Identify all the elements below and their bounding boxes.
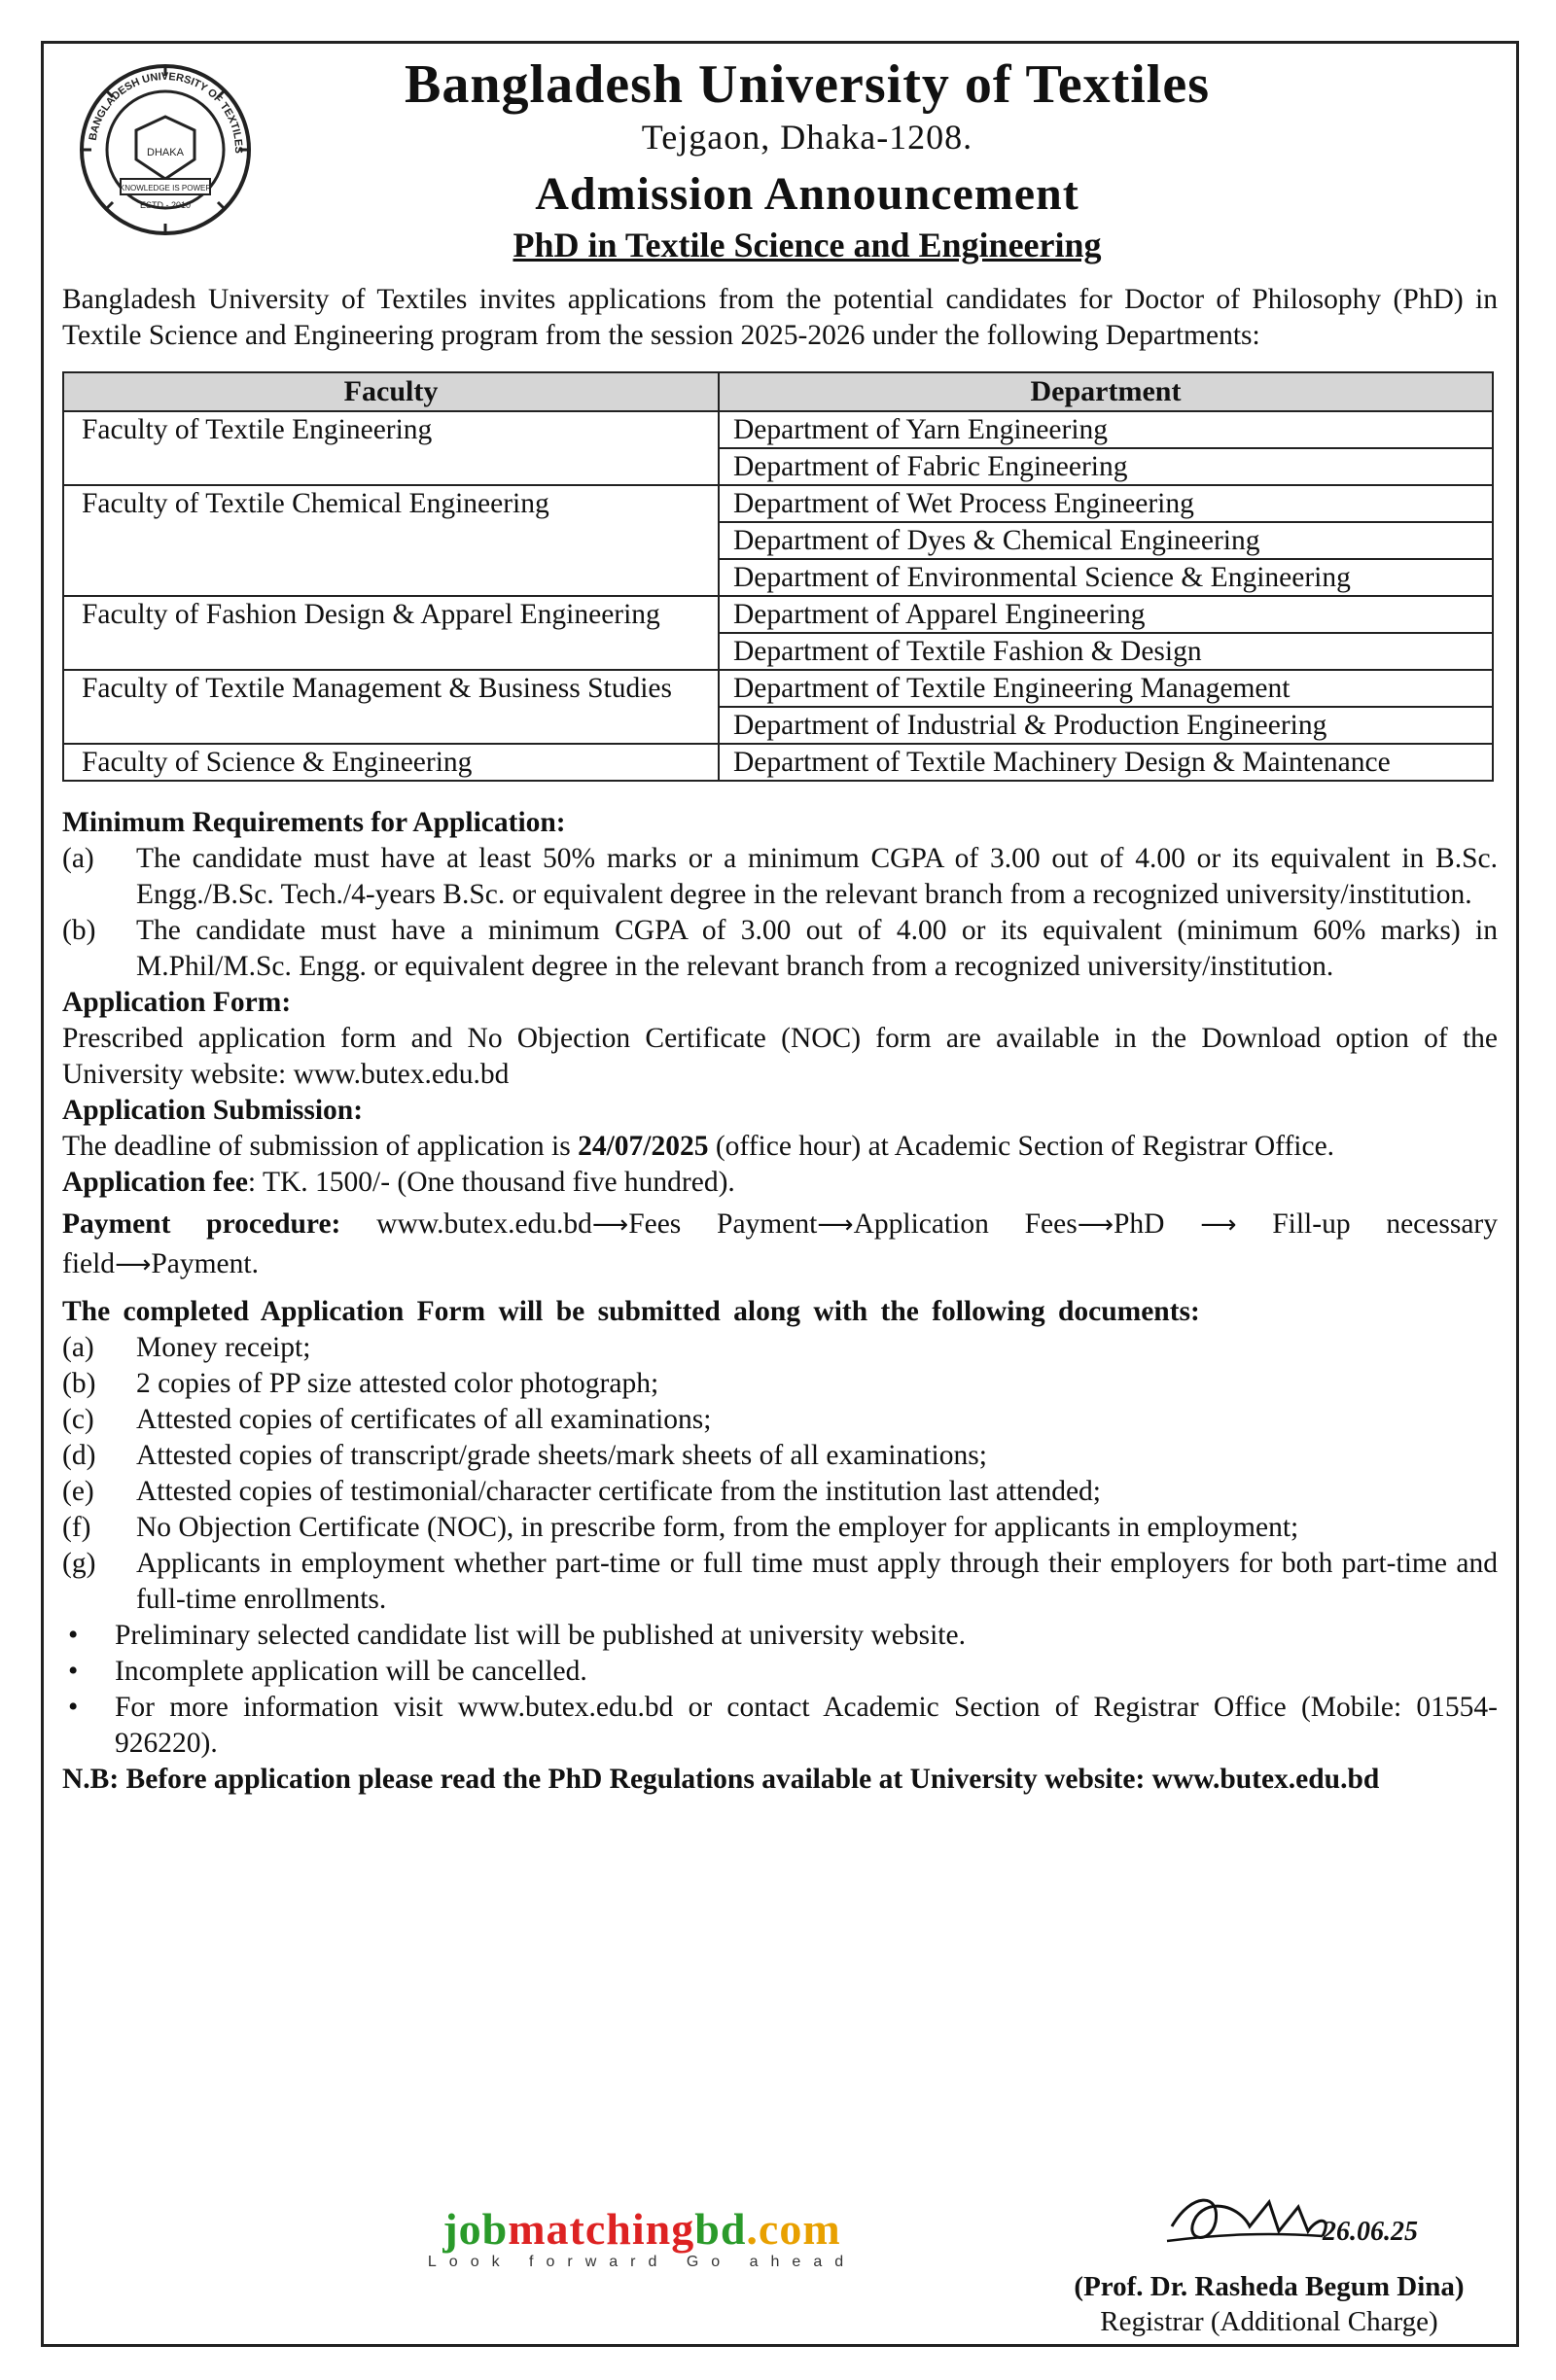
note-item: • For more information visit www.butex.edu.bd or contact Academic Section of Registrar Office (Mobile: 01554-926220). — [68, 1692, 1498, 1759]
footer — [0, 2188, 1556, 2362]
list-item: (d) Attested copies of transcript/grade sheets/mark sheets of all examinations; — [62, 1440, 987, 1471]
arrow-icon: ⟶ — [115, 1250, 152, 1279]
department-column-header: Department — [719, 372, 1493, 411]
table-row — [63, 744, 1493, 781]
department-cell: Department of Apparel Engineering — [719, 596, 1493, 633]
list-item: (b) 2 copies of PP size attested color photograph; — [62, 1368, 659, 1399]
requirements-heading: Minimum Requirements for Application: — [62, 807, 566, 838]
list-item: (a) The candidate must have at least 50% marks or a minimum CGPA of 3.00 out of 4.00 or its equivalent in B.Sc. Engg./B.Sc. Tech./4-years B.Sc. or equivalent degree in the relevant branch from a recognized university/institution. — [62, 843, 1498, 910]
application-form-heading: Application Form: — [62, 987, 292, 1018]
signature-date: 26.06.25 — [1323, 2217, 1418, 2247]
submission-text: The deadline of submission of application is 24/07/2025 (office hour) at Academic Section of Registrar Office. — [62, 1131, 1335, 1162]
department-cell: Department of Fabric Engineering — [719, 448, 1493, 485]
list-item: (e) Attested copies of testimonial/character certificate from the institution last attended; — [62, 1476, 1101, 1507]
department-cell: Department of Textile Fashion & Design — [719, 633, 1493, 670]
list-item: (g) Applicants in employment whether part-time or full time must apply through their employers for both part-time and full-time enrollments. — [62, 1548, 1498, 1615]
deadline-date: 24/07/2025 — [578, 1131, 709, 1162]
department-cell: Department of Industrial & Production Engineering — [719, 707, 1493, 744]
faculty-cell: Faculty of Textile Management & Business Studies — [63, 670, 719, 744]
svg-text:BANGLADESH UNIVERSITY OF TEXTI: BANGLADESH UNIVERSITY OF TEXTILES — [87, 70, 245, 154]
faculty-cell: Faculty of Textile Engineering — [63, 411, 719, 485]
faculty-cell: Faculty of Fashion Design & Apparel Engineering — [63, 596, 719, 670]
arrow-icon: ⟶ — [591, 1210, 629, 1240]
list-item: (f) No Objection Certificate (NOC), in prescribe form, from the employer for applicants in employment; — [62, 1512, 1299, 1543]
list-item: (b) The candidate must have a minimum CGPA of 3.00 out of 4.00 or its equivalent (minimum 60% marks) in M.Phil/M.Sc. Engg. or equivalent degree in the relevant branch from a recognized university/institution. — [62, 915, 1498, 982]
application-form-text: Prescribed application form and No Objection Certificate (NOC) form are available in the Download option of the University website: www.butex.edu.bd — [62, 1023, 1498, 1090]
header — [263, 54, 1352, 266]
arrow-icon: ⟶ — [1077, 1210, 1114, 1240]
university-address: Tejgaon, Dhaka-1208. — [641, 118, 973, 157]
department-cell: Department of Environmental Science & Engineering — [719, 559, 1493, 596]
arrow-icon: ⟶ — [1200, 1210, 1237, 1240]
table-row — [63, 485, 1493, 522]
faculty-column-header: Faculty — [63, 372, 719, 411]
application-fee: Application fee: TK. 1500/- (One thousand five hundred). — [62, 1167, 735, 1198]
faculty-cell: Faculty of Textile Chemical Engineering — [63, 485, 719, 596]
signatory-title: Registrar (Additional Charge) — [1100, 2306, 1438, 2337]
department-cell: Department of Textile Engineering Management — [719, 670, 1493, 707]
svg-text:DHAKA: DHAKA — [147, 147, 184, 158]
department-cell: Department of Dyes & Chemical Engineering — [719, 522, 1493, 559]
svg-text:KNOWLEDGE IS POWER: KNOWLEDGE IS POWER — [119, 184, 212, 192]
university-seal-icon — [78, 62, 253, 237]
department-cell: Department of Yarn Engineering — [719, 411, 1493, 448]
department-table — [62, 371, 1494, 782]
submission-heading: Application Submission: — [62, 1095, 364, 1126]
note-item: • Incomplete application will be cancelled. — [68, 1656, 587, 1687]
table-row — [63, 596, 1493, 633]
signatory-name: (Prof. Dr. Rasheda Begum Dina) — [1074, 2271, 1465, 2302]
program-title: PhD in Textile Science and Engineering — [513, 226, 1102, 264]
intro-paragraph: Bangladesh University of Textiles invites applications from the potential candidates for Doctor of Philosophy (PhD) in Textile Science and Engineering program from the session 2025-2026 under the following Departments: — [62, 284, 1498, 351]
watermark-logo: jobmatchingbd.com Look forward Go ahead — [427, 2204, 857, 2270]
department-cell: Department of Wet Process Engineering — [719, 485, 1493, 522]
table-row — [63, 670, 1493, 707]
announcement-body — [62, 282, 1498, 1798]
list-item: (a) Money receipt; — [62, 1332, 311, 1363]
department-cell: Department of Textile Machinery Design & Maintenance — [719, 744, 1493, 781]
documents-heading: The completed Application Form will be submitted along with the following documents: — [62, 1296, 1200, 1327]
svg-text:ESTD - 2010: ESTD - 2010 — [139, 200, 192, 210]
payment-procedure: Payment procedure: www.butex.edu.bd⟶Fees Payment⟶Application Fees⟶PhD ⟶ Fill-up necessary field⟶Payment. — [62, 1208, 1498, 1279]
arrow-icon: ⟶ — [817, 1210, 854, 1240]
note-item: • Preliminary selected candidate list will be published at university website. — [68, 1620, 966, 1651]
university-name: Bangladesh University of Textiles — [405, 54, 1210, 115]
faculty-cell: Faculty of Science & Engineering — [63, 744, 719, 781]
announcement-title: Admission Announcement — [535, 168, 1079, 220]
nb-note: N.B: Before application please read the PhD Regulations available at University website: www.butex.edu.bd — [62, 1764, 1380, 1795]
list-item: (c) Attested copies of certificates of all examinations; — [62, 1404, 712, 1435]
table-row — [63, 411, 1493, 448]
